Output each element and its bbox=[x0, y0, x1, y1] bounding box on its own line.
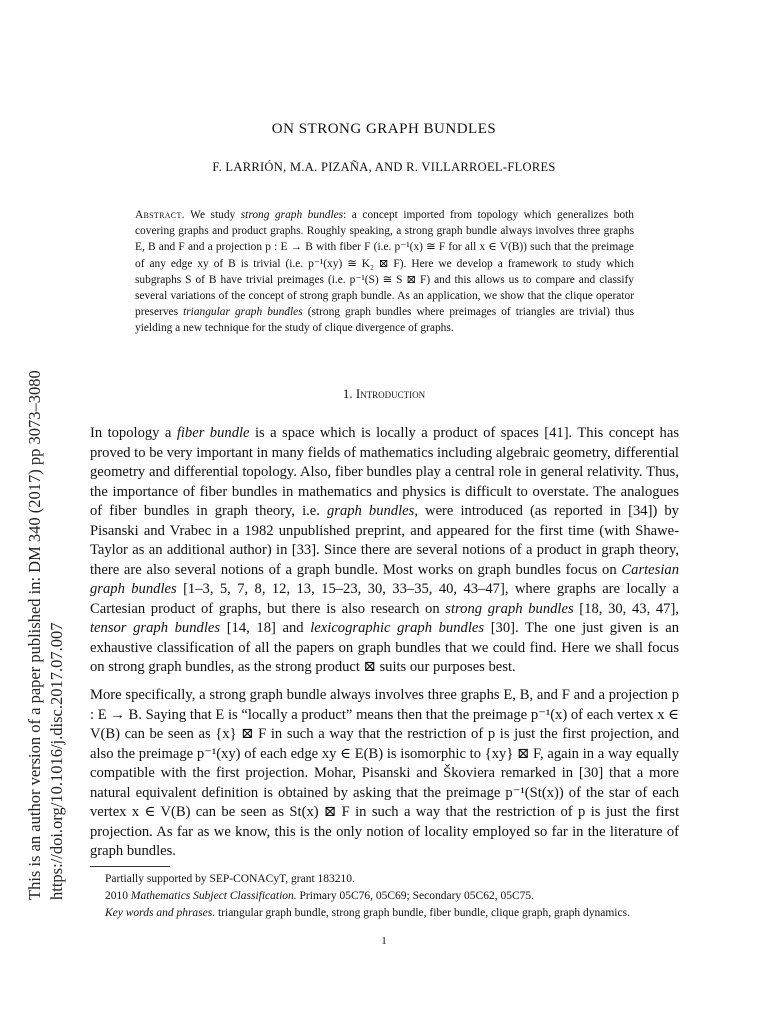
section-number: 1. bbox=[342, 386, 353, 401]
footnote-emph: Key words and phrases. bbox=[105, 907, 216, 919]
paragraph-text: In topology a bbox=[90, 425, 177, 441]
arxiv-side-note bbox=[24, 320, 66, 900]
paragraph-emph: fiber bundle bbox=[176, 425, 250, 441]
paragraph-emph: graph bundles bbox=[326, 503, 415, 519]
paragraph-emph: tensor graph bundles bbox=[90, 620, 221, 636]
page-number: 1 bbox=[381, 935, 387, 947]
paragraph-text: [30]. The one just given is an exhaustive classification of all the papers on graph bundles that we could find. Here we shall focus on strong graph bundles, as the strong product ⊠ suits our purposes best. bbox=[90, 620, 680, 675]
footnote-text: 2010 bbox=[105, 890, 131, 902]
paragraph-text: [1–3, 5, 7, 8, 12, 13, 15–23, 30, 33–35, 40, 43–47], where graphs are locally a Cartesian product of graphs, but there is also research on bbox=[90, 581, 679, 617]
footnote-keywords bbox=[90, 905, 679, 922]
paragraph-emph: strong graph bundles bbox=[445, 600, 574, 617]
side-note-doi: https://doi.org/10.1016/j.disc.2017.07.007 bbox=[47, 622, 66, 900]
paper-title: ON STRONG GRAPH BUNDLES bbox=[271, 121, 497, 137]
paragraph-text: , were introduced (as reported in [34]) by Pisanski and Vrabec in a 1982 unpublished preprint, and appeared for the first time (with Shawe-Taylor as an additional author) in [33]. Since there are several notions of a product in graph theory, there are also several notions of a graph bundle. Most works on graph bundles focus on bbox=[90, 503, 679, 578]
abstract-heading: Abstract. bbox=[135, 209, 185, 221]
paragraph-emph: lexicographic graph bundles bbox=[310, 620, 485, 636]
footnote-rule bbox=[90, 866, 170, 867]
paragraph-text: [14, 18] and bbox=[220, 620, 311, 636]
footnote-funding: Partially supported by SEP-CONACyT, grant 183210. bbox=[105, 873, 355, 885]
section-title: Introduction bbox=[355, 386, 426, 401]
abstract-emph: strong graph bundles bbox=[240, 209, 344, 221]
side-note-citation: This is an author version of a paper published in: DM 340 (2017) pp 3073–3080 bbox=[25, 370, 44, 900]
abstract-text: (strong graph bundles where preimages of triangles are trivial) thus yielding a new technique for the study of clique divergence of graphs. bbox=[135, 306, 635, 335]
footnote-text: triangular graph bundle, strong graph bundle, fiber bundle, clique graph, graph dynamics. bbox=[215, 907, 630, 919]
paragraph-text: [18, 30, 43, 47], bbox=[573, 600, 679, 617]
footnote-text: Primary 05C76, 05C69; Secondary 05C62, 05C75. bbox=[296, 890, 534, 902]
paragraph-text: is a space which is locally a product of spaces [41]. This concept has proved to be very important in many fields of mathematics including algebraic geometry, differential geometry and differential topology. Also, fiber bundles play a central role in general relativity. Thus, the importance of fiber bundles in mathematics and physics is difficult to overstate. The analogues of fiber bundles in graph theory, i.e. bbox=[90, 425, 679, 519]
footnote-emph: Mathematics Subject Classification. bbox=[130, 890, 297, 902]
paragraph-emph: Cartesian graph bundles bbox=[90, 561, 679, 597]
abstract-text: : a concept imported from topology which generalizes both covering graphs and product graphs. Roughly speaking, a strong graph bundle always involves three graphs E, B and F and a projection p : E → B with fiber F (i.e. p⁻¹(x) ≅ F for all x ∈ V(B)) such that the preimage of any edge xy of B is trivial (i.e. p⁻¹(xy) ≅ K₂ ⊠ F). Here we develop a framework to study which subgraphs S of B have trivial preimages (i.e. p⁻¹(S) ≅ S ⊠ F) and this allows us to compare and classify several variations of the concept of strong graph bundle. As an application, we show that the clique operator preserves bbox=[135, 209, 634, 319]
footnotes bbox=[90, 871, 679, 922]
abstract bbox=[135, 207, 634, 337]
paper-authors: F. LARRIÓN, M.A. PIZAÑA, AND R. VILLARROEL-FLORES bbox=[212, 160, 556, 174]
abstract-text: We study bbox=[184, 209, 241, 221]
section-heading bbox=[0, 386, 768, 402]
abstract-emph: triangular graph bundles bbox=[183, 306, 303, 319]
intro-paragraph-2: More specifically, a strong graph bundle always involves three graphs E, B, and F and a projection p : E → B. Saying that E is “locally a product” means then that the preimage p⁻¹(x) of each vertex x ∈ V(B) can be seen as {x} ⊠ F in such a way that the restriction of p is just the first projection, and also the preimage p⁻¹(xy) of each edge xy ∈ E(B) is isomorphic to {xy} ⊠ F, again in a way equally compatible with the first projection. Mohar, Pisanski and Škoviera remarked in [30] that a more natural equivalent definition is obtained by asking that the preimage p⁻¹(St(x)) of the star of each vertex x ∈ V(B) can be seen as St(x) ⊠ F in such a way that the restriction of p is just the first projection. As far as we know, this is the only notion of locality employed so far in the literature of graph bundles. bbox=[90, 687, 679, 859]
footnote-msc bbox=[90, 888, 679, 905]
intro-paragraph-1 bbox=[90, 424, 679, 678]
